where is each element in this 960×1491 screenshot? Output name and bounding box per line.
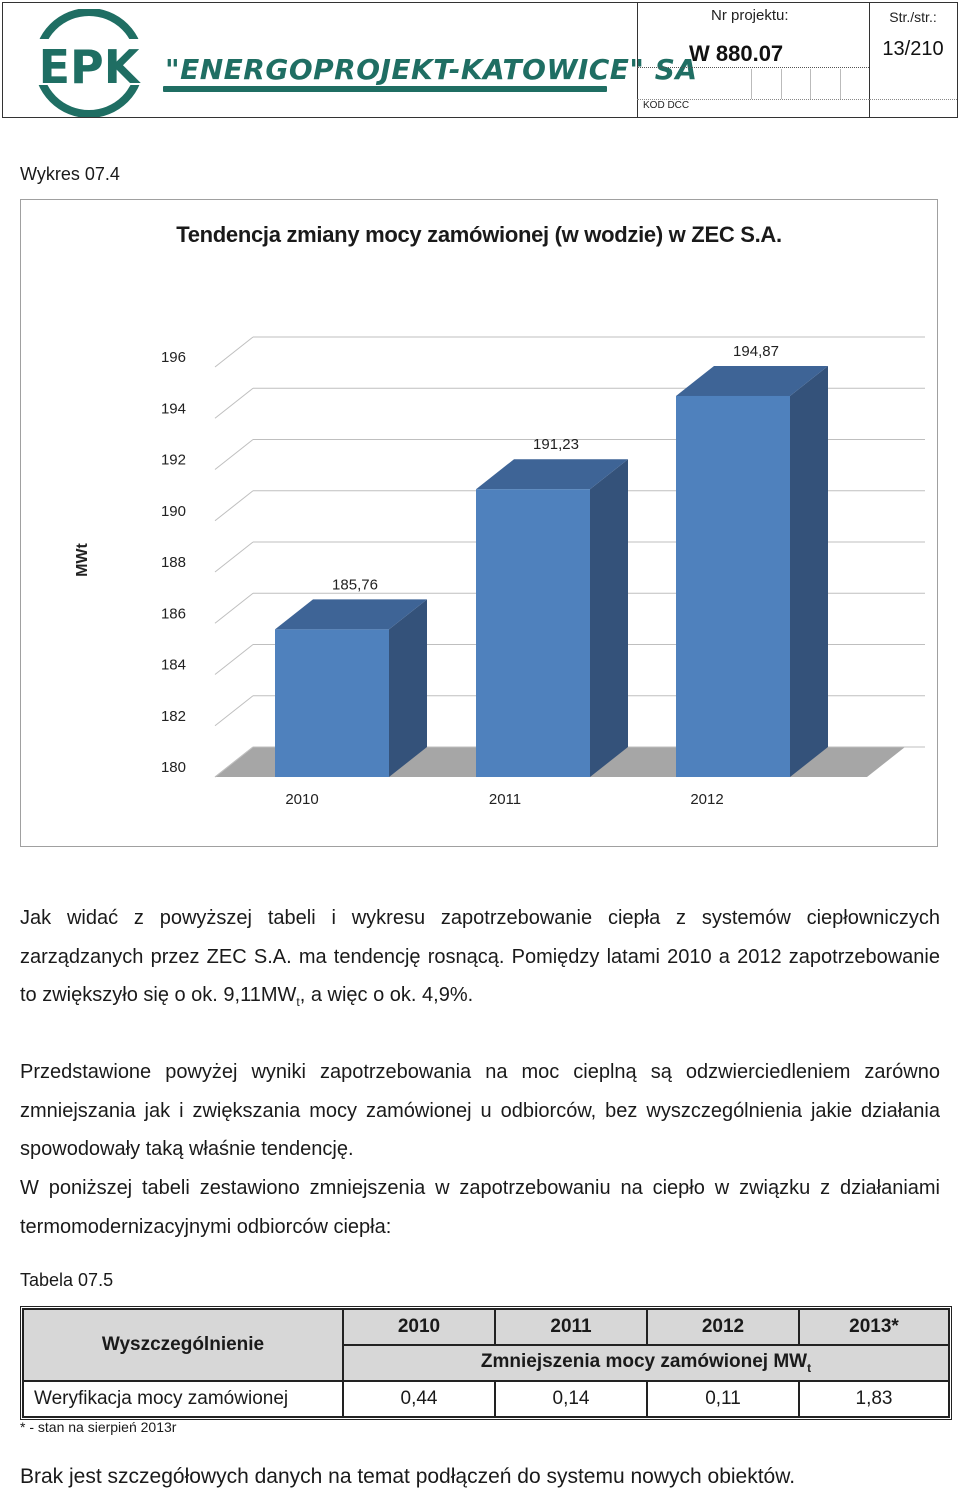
table-header-year: 2013* <box>799 1309 949 1345</box>
logo-underline <box>163 86 607 92</box>
table-cell: 0,11 <box>647 1381 799 1417</box>
table-label: Tabela 07.5 <box>20 1270 114 1290</box>
paragraph-2: Przedstawione powyżej wyniki zapotrzebowania na moc cieplną są odzwierciedleniem zarówno zmniejszania jak i zwiększania mocy zamówionej u odbiorców, bez wyszczególnienia jakie działania spowodowały taką właśnie tendencję. <box>20 1061 940 1160</box>
company-name: "ENERGOPROJEKT-KATOWICE" SA <box>165 53 698 86</box>
gridline <box>215 593 253 623</box>
figure-label: Wykres 07.4 <box>20 164 120 184</box>
y-tick-label: 192 <box>160 451 186 469</box>
table-cell: 0,44 <box>343 1381 495 1417</box>
y-tick-label: 190 <box>160 502 186 520</box>
table-header-item: Wyszczególnienie <box>23 1309 343 1381</box>
bar <box>676 396 790 777</box>
y-tick-label: 194 <box>160 400 186 418</box>
y-tick-label: 184 <box>160 656 186 674</box>
divider <box>869 99 957 100</box>
gridline <box>215 542 253 572</box>
table-subheader-text: Zmniejszenia mocy zamówionej MW <box>480 1351 808 1373</box>
table-subheader <box>343 1345 949 1381</box>
reduction-table <box>20 1306 952 1420</box>
table-row <box>23 1381 949 1417</box>
table-row <box>23 1309 949 1345</box>
data-label: 194,87 <box>733 342 779 360</box>
table-header-year: 2012 <box>647 1309 799 1345</box>
chart-frame <box>20 199 938 847</box>
y-tick-label: 182 <box>160 707 186 725</box>
divider <box>637 67 869 68</box>
document-header <box>2 2 958 118</box>
table-cell: 1,83 <box>799 1381 949 1417</box>
y-tick-label: 186 <box>160 605 186 623</box>
gridline <box>215 696 253 726</box>
project-number: W 880.07 <box>689 41 784 66</box>
bar-side <box>389 599 427 777</box>
closing-sentence: Brak jest szczegółowych danych na temat podłączeń do systemu nowych obiektów. <box>20 1465 796 1488</box>
gridline <box>215 337 253 367</box>
paragraph-1-text: Jak widać z powyższej tabeli i wykresu zapotrzebowanie ciepła z systemów ciepłowniczych zarządzanych przez ZEC S.A. ma tendencję rosnącą. Pomiędzy latami 2010 a 2012 zapotrzebowanie to zwiększyło się o ok. 9,11MW <box>20 907 940 1006</box>
table-cell-label: Weryfikacja mocy zamówionej <box>23 1381 343 1417</box>
paragraph-1 <box>20 899 940 1022</box>
x-tick-label: 2012 <box>690 791 724 808</box>
table-cell: 0,14 <box>495 1381 647 1417</box>
bar-side <box>590 459 628 777</box>
gridline <box>215 491 253 521</box>
paragraph-1-end: , a więc o ok. 4,9%. <box>299 984 474 1006</box>
bar-side <box>790 366 828 777</box>
kod-label: KOD DCC <box>643 100 690 111</box>
epk-logo-icon <box>33 9 145 117</box>
page-cell <box>869 3 957 117</box>
subscript: t <box>807 1360 812 1375</box>
bar <box>275 629 389 777</box>
gridline <box>215 388 253 418</box>
y-tick-label: 196 <box>160 349 186 366</box>
data-label: 191,23 <box>533 436 579 454</box>
x-tick-label: 2010 <box>285 791 319 808</box>
y-axis-label: MWt <box>74 543 91 577</box>
y-tick-label: 180 <box>160 759 186 776</box>
table-footnote: * - stan na sierpień 2013r <box>20 1419 177 1435</box>
y-tick-label: 188 <box>160 554 186 571</box>
x-tick-label: 2011 <box>488 791 522 808</box>
page-label: Str./str.: <box>889 9 937 25</box>
bar-chart <box>21 200 937 846</box>
table-header-year: 2010 <box>343 1309 495 1345</box>
table-header-year: 2011 <box>495 1309 647 1345</box>
gridline <box>215 440 253 470</box>
project-cell <box>637 3 870 117</box>
data-label: 185,76 <box>332 576 378 594</box>
paragraph-3: W poniższej tabeli zestawiono zmniejszenia w zapotrzebowaniu na ciepło w związku z działaniami termomodernizacyjnymi odbiorców ciepła: <box>20 1177 940 1238</box>
chart-title: Tendencja zmiany mocy zamówionej (w wodzie) w ZEC S.A. <box>176 222 782 247</box>
subscript: t <box>296 995 300 1009</box>
kod-grid <box>751 69 869 99</box>
gridline <box>215 645 253 675</box>
page-number: 13/210 <box>882 38 944 60</box>
bar <box>476 489 590 777</box>
project-label: Nr projektu: <box>711 7 789 24</box>
logo-letters: EPK <box>38 40 140 94</box>
